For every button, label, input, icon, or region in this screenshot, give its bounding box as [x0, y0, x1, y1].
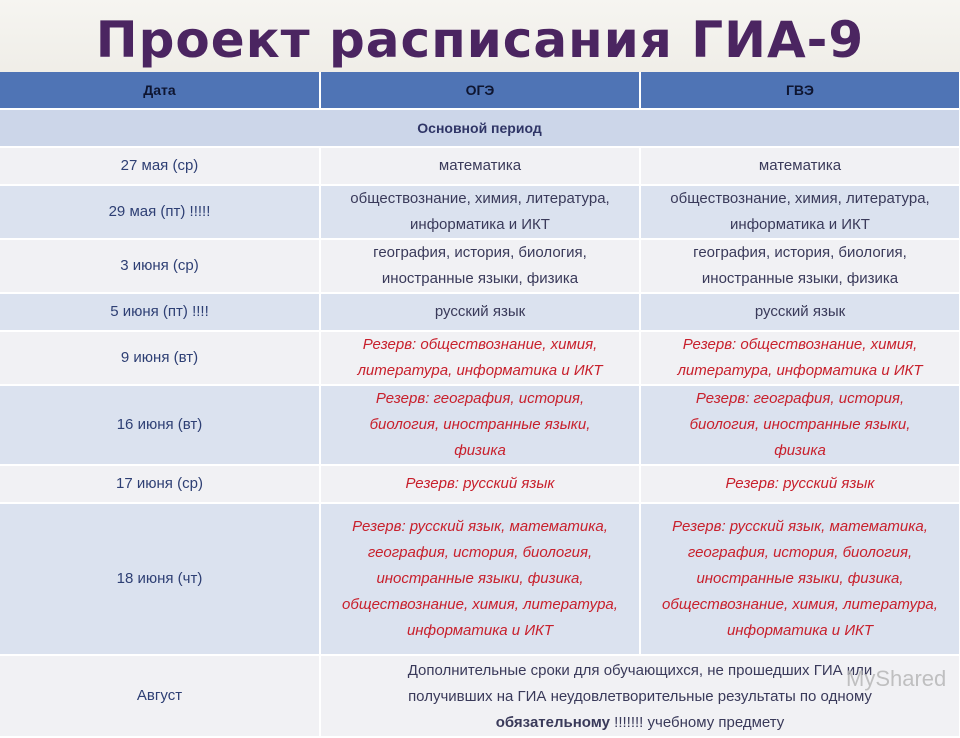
august-bold-word: обязательному: [495, 714, 610, 731]
subject-line: Резерв: обществознание, химия,: [362, 336, 598, 353]
row-oge-subjects: [320, 185, 640, 239]
row-gve-subjects: [640, 331, 960, 385]
row-date: 3 июня (ср): [0, 239, 320, 293]
row-gve-subjects: [640, 465, 960, 503]
row-date: 5 июня (пт) !!!!: [0, 293, 320, 331]
table-row: [0, 331, 960, 385]
subject-line: физика: [774, 442, 826, 459]
subject-line: физика: [454, 442, 506, 459]
table-row-august: [0, 655, 960, 737]
subject-line: математика: [438, 157, 522, 174]
row-gve-subjects: [640, 147, 960, 185]
table-row: [0, 293, 960, 331]
subject-line: математика: [758, 157, 842, 174]
subject-line: обществознание, химия, литература,: [670, 190, 930, 207]
subject-line: география, история, биология,: [687, 544, 913, 561]
schedule-table: [0, 72, 960, 738]
subject-line: русский язык: [754, 303, 846, 320]
subject-line: обществознание, химия, литература,: [342, 596, 618, 613]
subject-line: иностранные языки, физика,: [696, 570, 904, 587]
subject-line: биология, иностранные языки,: [369, 416, 591, 433]
watermark: MyShared: [846, 666, 947, 691]
row-date: 29 мая (пт) !!!!!: [0, 185, 320, 239]
subject-line: информатика и ИКТ: [406, 622, 554, 639]
title-bar: [0, 0, 960, 78]
table-row: [0, 239, 960, 293]
subject-line: Резерв: русский язык: [725, 475, 875, 492]
subject-line: обществознание, химия, литература,: [662, 596, 938, 613]
row-date: 18 июня (чт): [0, 503, 320, 655]
row-oge-subjects: [320, 503, 640, 655]
row-date: 27 мая (ср): [0, 147, 320, 185]
row-gve-subjects: [640, 239, 960, 293]
period-row: [0, 109, 960, 147]
row-gve-subjects: [640, 185, 960, 239]
row-oge-subjects: [320, 465, 640, 503]
subject-line: Резерв: русский язык: [405, 475, 555, 492]
august-line-3-rest: !!!!!!! учебному предмету: [610, 714, 785, 731]
subject-line: иностранные языки, физика: [701, 270, 899, 287]
period-label: Основной период: [0, 109, 960, 147]
row-gve-subjects: [640, 293, 960, 331]
row-oge-subjects: [320, 147, 640, 185]
subject-line: иностранные языки, физика: [381, 270, 579, 287]
subject-line: география, история, биология,: [373, 244, 587, 261]
table-header-row: [0, 72, 960, 109]
row-date: 16 июня (вт): [0, 385, 320, 465]
subject-line: Резерв: география, история,: [375, 390, 585, 407]
subject-line: биология, иностранные языки,: [689, 416, 911, 433]
row-date: 9 июня (вт): [0, 331, 320, 385]
row-date: Август: [0, 655, 320, 737]
row-oge-subjects: [320, 239, 640, 293]
row-oge-subjects: [320, 385, 640, 465]
subject-line: русский язык: [434, 303, 526, 320]
table-row: [0, 503, 960, 655]
subject-line: литература, информатика и ИКТ: [677, 362, 923, 379]
table-row: [0, 147, 960, 185]
subject-line: информатика и ИКТ: [726, 622, 874, 639]
row-oge-subjects: [320, 331, 640, 385]
subject-line: Резерв: русский язык, математика,: [352, 518, 608, 535]
subject-line: Резерв: обществознание, химия,: [682, 336, 918, 353]
subject-line: Резерв: русский язык, математика,: [672, 518, 928, 535]
row-gve-subjects: [640, 503, 960, 655]
header-date: Дата: [0, 72, 320, 109]
august-line-2: получивших на ГИА неудовлетворительные результаты по одному: [408, 688, 872, 705]
row-date: 17 июня (ср): [0, 465, 320, 503]
table-row: [0, 465, 960, 503]
subject-line: литература, информатика и ИКТ: [357, 362, 603, 379]
subject-line: география, история, биология,: [367, 544, 593, 561]
august-line-3: [327, 710, 953, 736]
subject-line: иностранные языки, физика,: [376, 570, 584, 587]
subject-line: информатика и ИКТ: [410, 216, 550, 233]
page-title: Проект расписания ГИА-9: [95, 11, 865, 69]
row-oge-subjects: [320, 293, 640, 331]
august-line-1: Дополнительные сроки для обучающихся, не прошедших ГИА или: [407, 662, 873, 679]
subject-line: информатика и ИКТ: [730, 216, 870, 233]
table-row: [0, 385, 960, 465]
subject-line: Резерв: география, история,: [695, 390, 905, 407]
header-oge: ОГЭ: [320, 72, 640, 109]
row-gve-subjects: [640, 385, 960, 465]
table-row: [0, 185, 960, 239]
subject-line: география, история, биология,: [693, 244, 907, 261]
subject-line: обществознание, химия, литература,: [350, 190, 610, 207]
header-gve: ГВЭ: [640, 72, 960, 109]
